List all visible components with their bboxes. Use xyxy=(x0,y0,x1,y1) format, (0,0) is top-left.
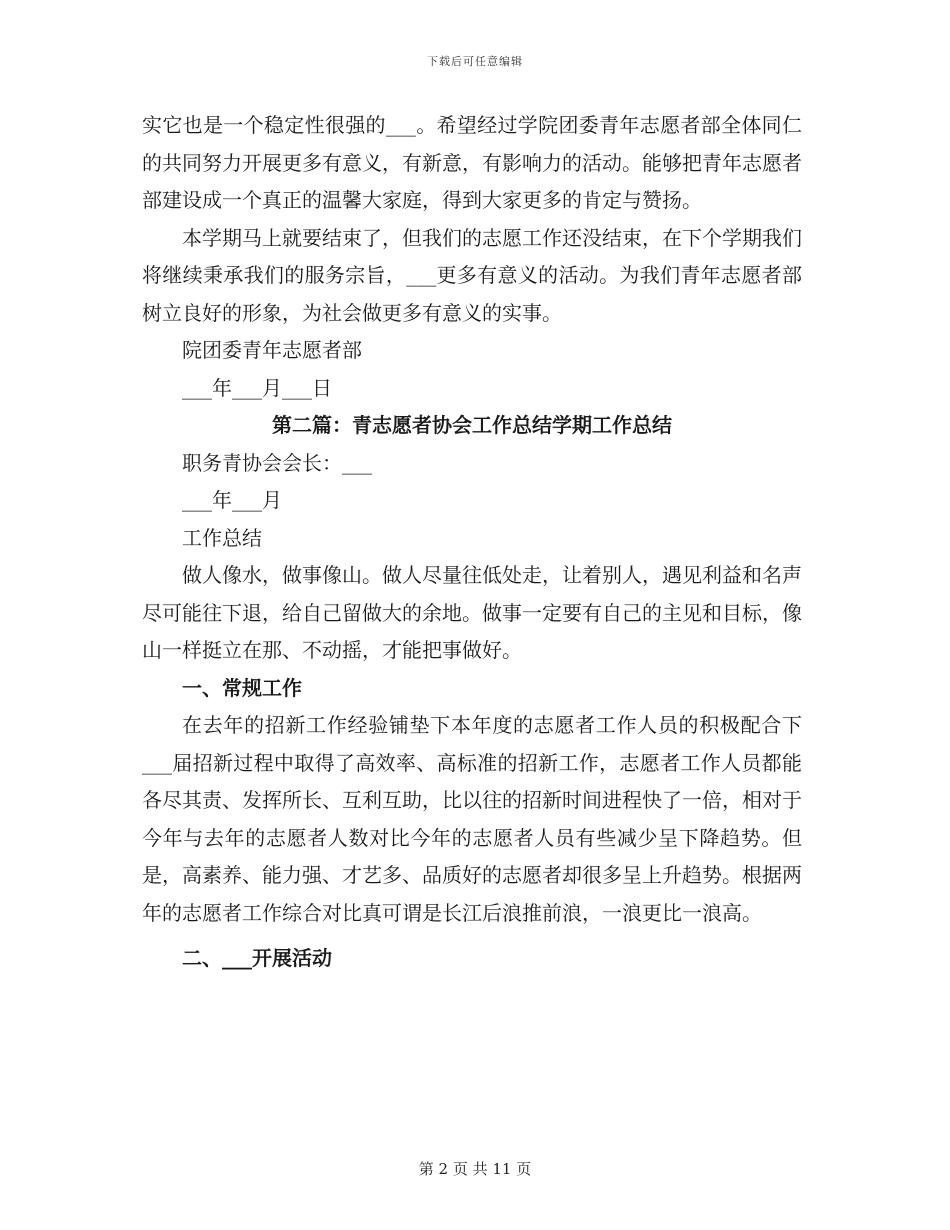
page-header: 下载后可任意编辑 xyxy=(427,55,523,68)
summary-label: 工作总结 xyxy=(182,525,262,550)
page-footer: 第 2 页 共 11 页 xyxy=(418,1160,532,1178)
document-body xyxy=(142,107,802,978)
heading-routine-work: 一、常规工作 xyxy=(182,675,302,700)
paragraph-recruitment: 在去年的招新工作经验铺垫下本年度的志愿者工作人员的积极配合下___届招新过程中取得了高效率、高标准的招新工作，志愿者工作人员都能各尽其责、发挥所长、互利互助，比以往的招新时间进程快了一倍，相对于今年与去年的志愿者人数对比今年的志愿者人员有些减少呈下降趋势。但是，高素养、能力强、才艺多、品质好的志愿者却很多呈上升趋势。根据两年的志愿者工作综合对比真可谓是长江后浪推前浪，一浪更比一浪高。 xyxy=(142,713,802,925)
date-line: ___年___月 xyxy=(182,488,282,512)
heading-activities: 二、___开展活动 xyxy=(182,946,332,970)
signature-organization: 院团委青年志愿者部 xyxy=(182,338,362,362)
signature-date: ___年___月___日 xyxy=(182,375,332,400)
paragraph-conclusion: 实它也是一个稳定性很强的___。希望经过学院团委青年志愿者部全体同仁的共同努力开展更多有意义，有新意，有影响力的活动。能够把青年志愿者部建设成一个真正的温馨大家庭，得到大家更多的肯定与赞扬。 xyxy=(142,113,802,212)
position-line: 职务青协会会长：___ xyxy=(182,450,372,475)
section-title: 第二篇：青志愿者协会工作总结学期工作总结 xyxy=(272,413,672,437)
paragraph-semester-end: 本学期马上就要结束了，但我们的志愿工作还没结束，在下个学期我们将继续秉承我们的服务宗旨，___更多有意义的活动。为我们青年志愿者部树立良好的形象，为社会做更多有意义的实事。 xyxy=(142,225,802,325)
paragraph-philosophy: 做人像水，做事像山。做人尽量往低处走，让着别人，遇见利益和名声尽可能往下退，给自己留做大的余地。做事一定要有自己的主见和目标，像山一样挺立在那、不动摇，才能把事做好。 xyxy=(142,563,802,662)
